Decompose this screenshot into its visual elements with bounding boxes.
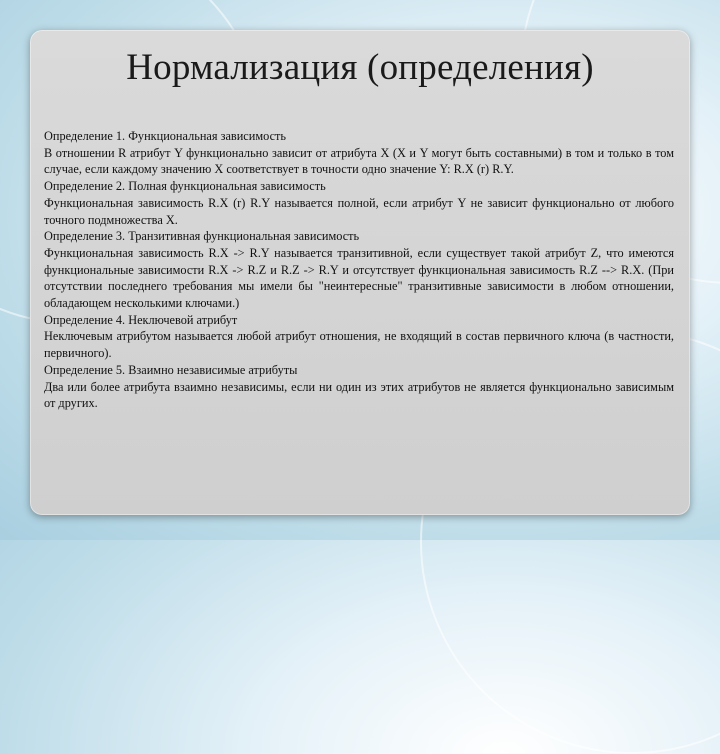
definition-text: В отношении R атрибут Y функционально зависит от атрибута X (X и Y могут быть составными) в том и только в том случае, если каждому значению X соответствует в точности одно значение Y: R.X (r) R.Y. <box>44 145 674 177</box>
definition-heading: Определение 5. Взаимно независимые атрибуты <box>44 362 298 377</box>
definition-text: Функциональная зависимость R.X (r) R.Y называется полной, если атрибут Y не зависит функционально от любого точного подмножества X. <box>44 195 674 227</box>
definition-text: Функциональная зависимость R.X -> R.Y называется транзитивной, если существует такой атрибут Z, что имеются функциональные зависимости R.X -> R.Z и R.Z -> R.Y и отсутствует функциональная зависимость R.Z --> R.X. (При отсутствии последнего требования мы имели бы "неинтересные" транзитивные зависимости в любом отношении, обладающем несколькими ключами.) <box>44 245 674 311</box>
slide-title: Нормализация (определения) <box>126 47 594 88</box>
definitions-list <box>44 128 674 412</box>
definition-heading: Определение 3. Транзитивная функциональная зависимость <box>44 229 360 244</box>
definition-heading: Определение 2. Полная функциональная зависимость <box>44 179 326 194</box>
definition-heading: Определение 1. Функциональная зависимость <box>44 129 287 143</box>
definition-text: Два или более атрибута взаимно независимы, если ни один из этих атрибутов не является функционально зависимым от других. <box>44 379 674 411</box>
definition-heading: Определение 4. Неключевой атрибут <box>44 312 238 327</box>
definition-text: Неключевым атрибутом называется любой атрибут отношения, не входящий в состав первичного ключа (в частности, первичного). <box>44 329 674 361</box>
